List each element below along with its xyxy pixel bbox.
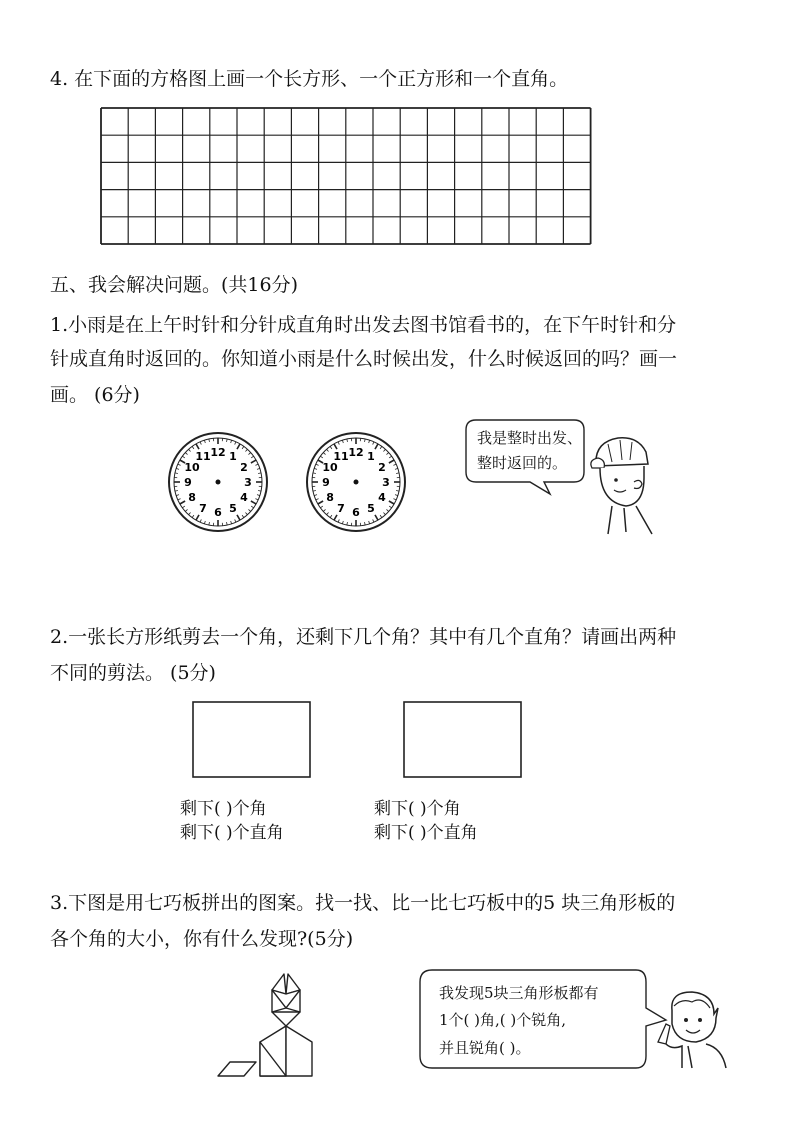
blank1-corners[interactable]: 剩下( )个角 xyxy=(180,799,267,819)
clock-number: 3 xyxy=(244,476,252,489)
clock-face-1[interactable] xyxy=(166,430,270,534)
clock-face-2[interactable] xyxy=(304,430,408,534)
clock-number: 1 xyxy=(367,450,375,464)
rectangle-paper-2[interactable] xyxy=(403,701,523,779)
clock-number: 9 xyxy=(184,476,192,489)
problem1-line3: 画。 (6分) xyxy=(50,384,140,406)
rectangle-paper-1[interactable] xyxy=(192,701,312,779)
clock-number: 10 xyxy=(322,461,338,474)
bubble1-line2: 整时返回的。 xyxy=(477,454,568,472)
bubble1-line1: 我是整时出发、 xyxy=(477,429,583,447)
bubble2-line3[interactable]: 并且锐角( )。 xyxy=(439,1039,531,1057)
blank2-corners[interactable]: 剩下( )个角 xyxy=(374,799,461,819)
clock-number: 12 xyxy=(348,446,364,459)
q4-text: 4. 在下面的方格图上画一个长方形、一个正方形和一个直角。 xyxy=(50,68,569,90)
clock-number: 12 xyxy=(210,446,226,459)
tangram-cat-figure xyxy=(214,972,324,1080)
clock-number: 4 xyxy=(378,491,386,504)
clock-number: 5 xyxy=(229,501,237,515)
clock-number: 9 xyxy=(322,476,330,489)
blank2-right-angles[interactable]: 剩下( )个直角 xyxy=(374,823,478,843)
grid-drawing-area[interactable] xyxy=(100,107,592,251)
clock-number: 2 xyxy=(378,461,386,474)
blank1-right-angles[interactable]: 剩下( )个直角 xyxy=(180,823,284,843)
clock-number: 8 xyxy=(188,491,196,504)
clock-number: 8 xyxy=(326,491,334,504)
clock-number: 10 xyxy=(184,461,200,474)
clock-number: 4 xyxy=(240,491,248,504)
bubble2-line2[interactable]: 1个( )角,( )个锐角, xyxy=(439,1011,567,1029)
clock-number: 7 xyxy=(199,501,207,515)
clock-number: 5 xyxy=(367,501,375,515)
boy-cap-illustration xyxy=(586,428,662,538)
problem1-line2: 针成直角时返回的。你知道小雨是什么时候出发，什么时候返回的吗？画一 xyxy=(50,348,678,370)
boy-pointing-illustration xyxy=(652,988,732,1070)
clock-number: 7 xyxy=(337,501,345,515)
problem1-line1: 1.小雨是在上午时针和分针成直角时出发去图书馆看书的，在下午时针和分 xyxy=(50,314,677,336)
problem2-line1: 2.一张长方形纸剪去一个角，还剩下几个角？其中有几个直角？请画出两种 xyxy=(50,626,677,648)
clock-number: 6 xyxy=(352,506,360,519)
clock-number: 6 xyxy=(214,506,222,519)
clock-number: 11 xyxy=(195,450,211,464)
problem3-line2: 各个角的大小，你有什么发现?(5分) xyxy=(50,928,354,950)
section-title: 五、我会解决问题。(共16分) xyxy=(50,274,299,296)
clock-number: 11 xyxy=(333,450,349,464)
clock-number: 3 xyxy=(382,476,390,489)
problem2-line2: 不同的剪法。 (5分) xyxy=(50,662,216,684)
clock-number: 2 xyxy=(240,461,248,474)
problem3-line1: 3.下图是用七巧板拼出的图案。找一找、比一比七巧板中的5 块三角形板的 xyxy=(50,892,676,914)
bubble2-line1: 我发现5块三角形板都有 xyxy=(439,984,599,1002)
clock-number: 1 xyxy=(229,450,237,464)
